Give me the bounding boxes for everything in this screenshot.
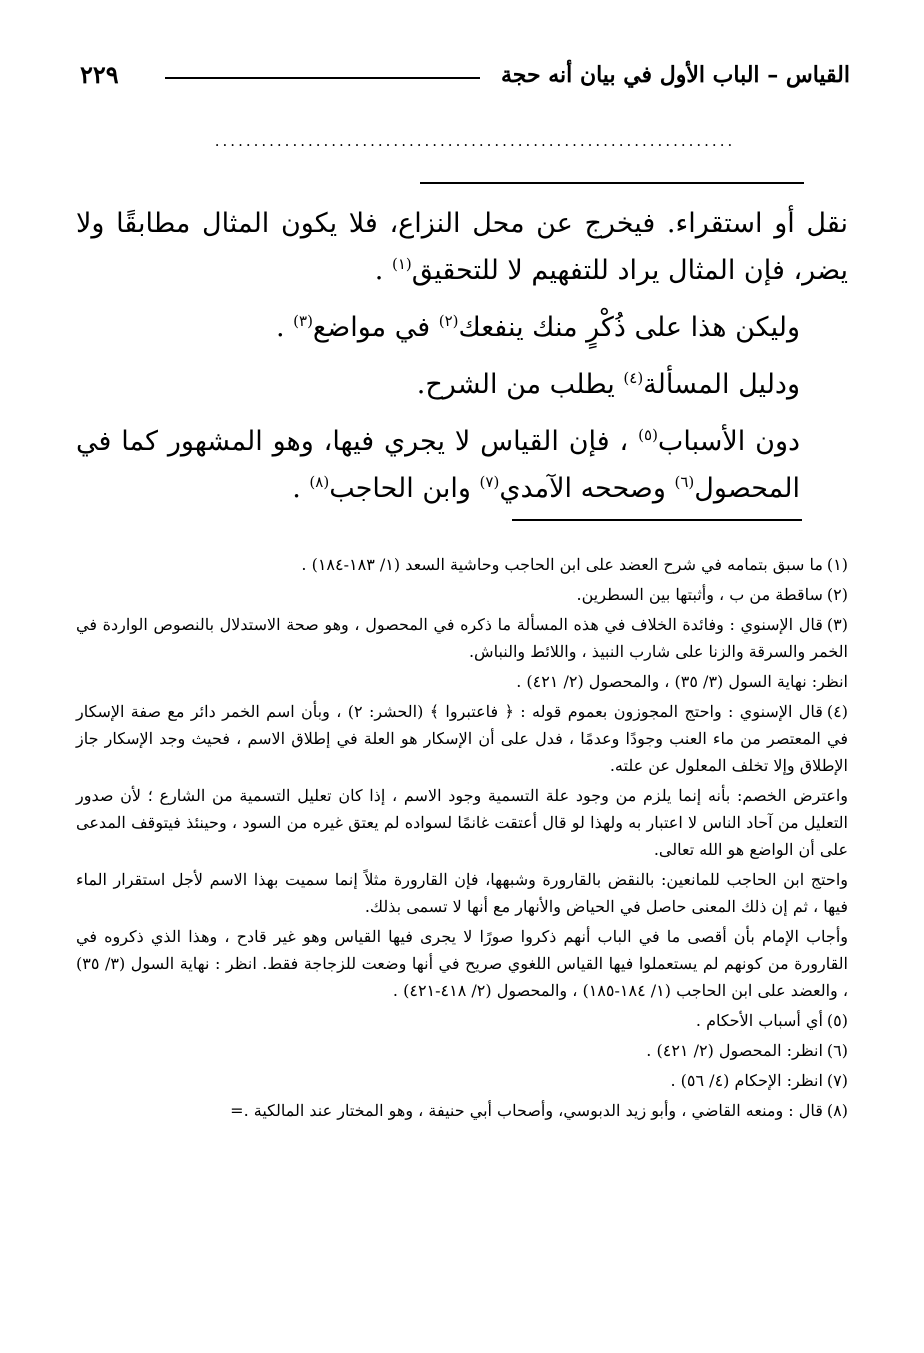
footnote-marker-7[interactable]: (٧): [479, 473, 500, 491]
main-paragraph-3: ودليل المسألة$^{(٤)}$ يطلب من الشرح.: [416, 369, 800, 400]
footnote-1: (١)ما سبق بتمامه في شرح العضد على ابن الحاجب وحاشية السعد (١/ ١٨٣-١٨٤) .: [301, 555, 848, 574]
footnote-marker-3[interactable]: (٣): [293, 312, 313, 330]
main-text: [76, 200, 848, 512]
footnote-3-reference: انظر: نهاية السول (٣/ ٣٥) ، والمحصول (٢/ ٤٢١) .: [516, 672, 848, 691]
footnote-5: (٥)أي أسباب الأحكام .: [695, 1011, 848, 1030]
footnote-4: (٤)قال الإسنوي : واحتج المجوزون بعموم قوله : ﴿ فاعتبروا ﴾ (الحشر: ٢) ، وبأن اسم الخمر دائر مع صفة الإسكار في المعتصر من ماء العنب وجودًا وعدمًا ، فدل على أن الإسكار هو العلة في إطلاق الاسم ، فحيث وجد الإسكار جاز الإطلاق وإلا تخلف المعلول عن علته.: [76, 702, 848, 775]
footnote-3: (٣)قال الإسنوي : وفائدة الخلاف في هذه المسألة ما ذكره في المحصول ، وهو صحة الاستدلال بالنصوص الواردة في الخمر والسرقة والزنا على شارب النبيذ ، واللائط والنباش.: [76, 615, 848, 661]
footnote-4-reply: وأجاب الإمام بأن أقصى ما في الباب أنهم ذكروا صورًا لا يجرى فيها القياس وهو غير قادح ، وهذا الذي ذكروه في القارورة من كونهم لم يستعملوا فيها القياس اللغوي صريح في أنها وضعت للزجاجة فقط. انظر : نهاية السول (٣/ ٣٥) ، والعضد على ابن الحاجب (١/ ١٨٤-١٨٥) ، والمحصول (٢/ ٤١٨-٤٢١) .: [76, 927, 848, 1000]
footnote-6: (٦)انظر: المحصول (٢/ ٤٢١) .: [646, 1041, 848, 1060]
footnote-marker-6[interactable]: (٦): [674, 473, 695, 491]
footnote-marker-4[interactable]: (٤): [623, 369, 644, 387]
footnote-4-counter-argument: واحتج ابن الحاجب للمانعين: بالنقض بالقارورة وشبهها، فإن القارورة مثلاً إنما سميت بهذا الاسم لأجل استقرار الماء فيها ، ثم إن ذلك المعنى حاصل في الحياض والأنهار مع أنها لا تسمى بذلك.: [76, 870, 848, 916]
main-paragraph-2: وليكن هذا على ذُكْرٍ منك ينفعك$^{(٢)}$ في مواضع$^{(٣)}$ .: [275, 312, 800, 343]
commentary-rule: [420, 182, 804, 184]
footnote-marker-8[interactable]: (٨): [309, 473, 330, 491]
main-paragraph-4: دون الأسباب$^{(٥)}$ ، فإن القياس لا يجري فيها، وهو المشهور كما في المحصول$^{(٦)}$ وصححه الآمدي$^{(٧)}$ وابن الحاجب$^{(٨)}$ .: [76, 426, 801, 504]
footnote-4-objection: واعترض الخصم: بأنه إنما يلزم من وجود علة التسمية وجود الاسم ، إذا كان تعليل التسمية من الشارع ؛ لأن صدور التعليل من آحاد الناس لا اعتبار به ولهذا لو قال أعتقت غانمًا لسواده لم يعتق غيره من السود ، وحينئذ فيتوقف المدعى على أن الواضع هو الله تعالى.: [76, 786, 849, 859]
footnote-2: (٢)ساقطة من ب ، وأثبتها بين السطرين.: [576, 585, 848, 604]
running-header-title: القياس – الباب الأول في بيان أنه حجة: [501, 62, 850, 88]
footnotes: [76, 551, 848, 1127]
page-number: ٢٢٩: [80, 60, 119, 89]
footnote-separator: [512, 519, 802, 521]
separator-dots: ...................................................................: [214, 132, 736, 150]
footnote-7: (٧)انظر: الإحكام (٤/ ٥٦) .: [670, 1071, 848, 1090]
main-paragraph-1: نقل أو استقراء. فيخرج عن محل النزاع، فلا يكون المثال مطابقًا ولا يضر، فإن المثال يراد للتفهيم لا للتحقيق$^{(١)}$ .: [76, 208, 848, 286]
footnote-8: (٨)قال : ومنعه القاضي ، وأبو زيد الدبوسي، وأصحاب أبي حنيفة ، وهو المختار عند المالكية .=: [230, 1101, 848, 1120]
footnote-marker-2[interactable]: (٢): [438, 312, 459, 330]
footnote-marker-5[interactable]: (٥): [638, 426, 658, 444]
footnote-marker-1[interactable]: (١): [391, 255, 412, 273]
header-rule: [165, 77, 480, 79]
